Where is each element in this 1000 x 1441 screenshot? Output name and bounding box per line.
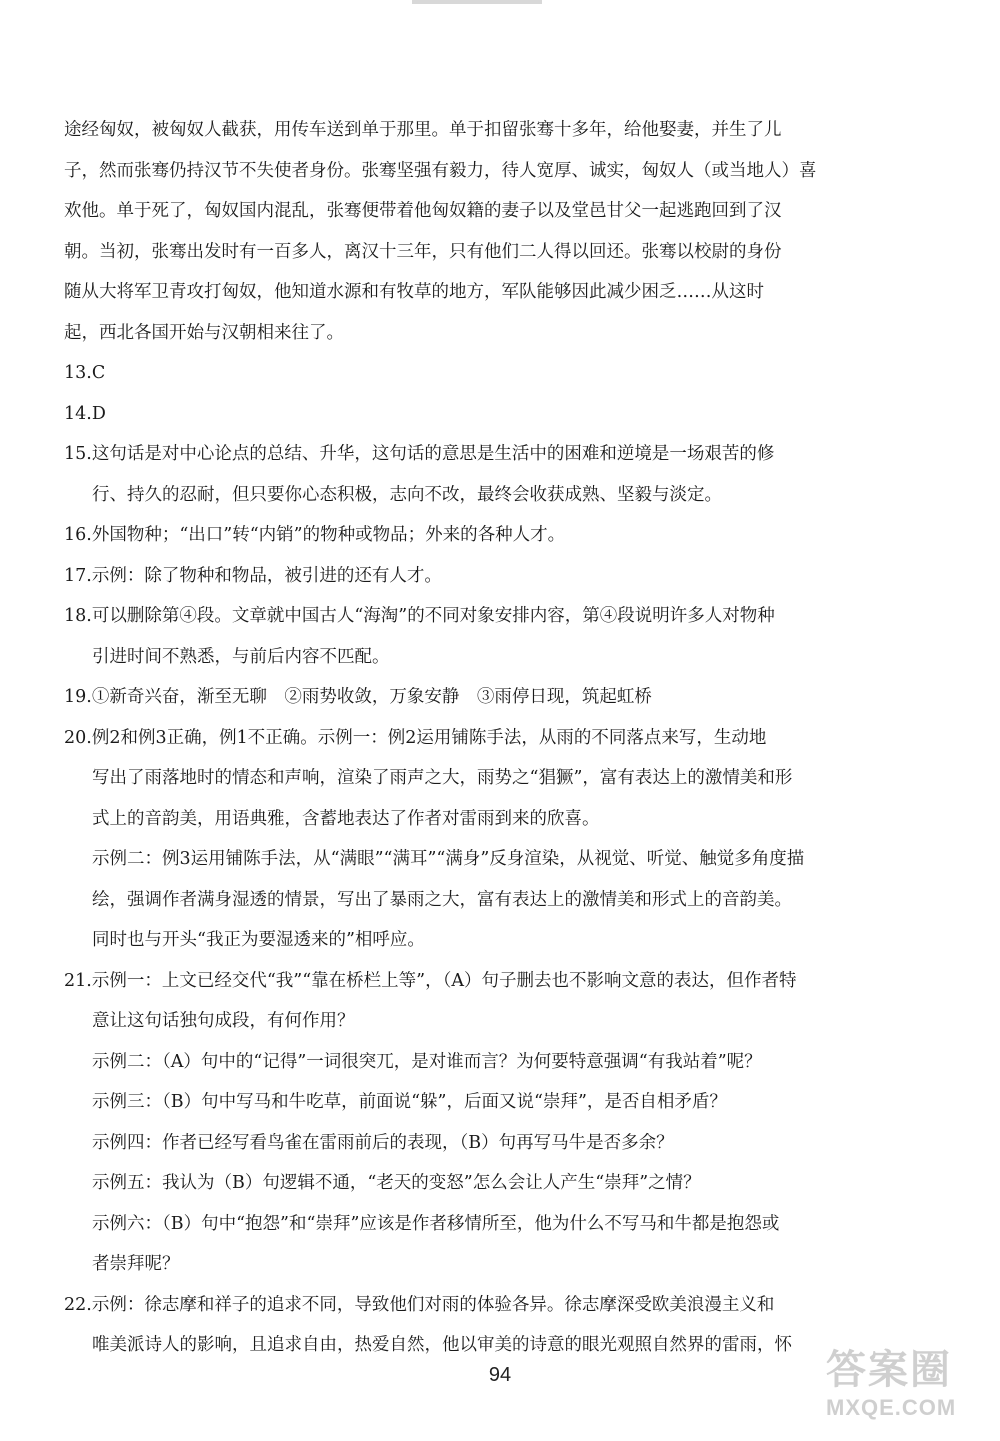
answer-paragraph [64,110,944,353]
answer-paragraph [64,1123,944,1164]
text-line: 子，然而张骞仍持汉节不失使者身份。张骞坚强有毅力，待人宽厚、诚实，匈奴人（或当地人）喜 [64,160,817,181]
text-line: 22.示例：徐志摩和祥子的追求不同，导致他们对雨的体验各异。徐志摩深受欧美浪漫主义和 [64,1294,775,1315]
answer-paragraph [64,556,944,597]
answer-paragraph [64,394,944,435]
text-line: 绘，强调作者满身湿透的情景，写出了暴雨之大，富有表达上的激情美和形式上的音韵美。 [92,889,792,910]
text-line: 17.示例：除了物种和物品，被引进的还有人才。 [64,565,442,586]
text-line: 引进时间不熟悉，与前后内容不匹配。 [92,646,390,667]
text-line: 意让这句话独句成段，有何作用？ [92,1011,355,1031]
text-line: 随从大将军卫青攻打匈奴，他知道水源和有牧草的地方，军队能够因此减少困乏……从这时 [64,282,764,302]
answer-paragraph [64,961,944,1042]
text-line: 式上的音韵美，用语典雅，含蓄地表达了作者对雷雨到来的欣喜。 [92,808,600,829]
answer-paragraph [64,353,944,394]
text-line: 欢他。单于死了，匈奴国内混乱，张骞便带着他匈奴籍的妻子以及堂邑甘父一起逃跑回到了汉 [64,201,782,221]
text-line: 行、持久的忍耐，但只要你心态积极，志向不改，最终会收获成熟、坚毅与淡定。 [92,484,722,505]
answer-paragraph [64,1163,944,1204]
watermark-url: MXQE.COM [826,1395,957,1420]
text-line: 21.示例一：上文已经交代“我”“靠在桥栏上等”，（A）句子删去也不影响文意的表达，但作者特 [64,970,797,991]
page-number: 94 [488,1364,512,1386]
answer-paragraph [64,1082,944,1123]
text-line: 同时也与开头“我正为要湿透来的”相呼应。 [92,930,425,950]
text-line: 示例四：作者已经写看鸟雀在雷雨前后的表现，（B）句再写马牛是否多余？ [92,1132,674,1153]
answer-paragraph [64,839,944,961]
answer-paragraph [64,718,944,840]
text-line: 示例二：（A）句中的“记得”一词很突兀，是对谁而言？为何要特意强调“有我站着”呢？ [92,1051,762,1072]
answer-paragraph [64,1285,944,1366]
text-line: 示例二：例3运用铺陈手法，从“满眼”“满耳”“满身”反身渲染，从视觉、听觉、触觉多角度描 [92,849,805,869]
answer-paragraph [64,1204,944,1285]
text-line: 者崇拜呢？ [92,1254,180,1274]
text-line: 起，西北各国开始与汉朝相来往了。 [64,322,344,343]
text-line: 示例六：（B）句中“抱怨”和“崇拜”应该是作者移情所至，他为什么不写马和牛都是抱怨或 [92,1213,780,1234]
text-line: 15.这句话是对中心论点的总结、升华，这句话的意思是生活中的困难和逆境是一场艰苦的修 [64,444,775,464]
text-line: 18.可以删除第④段。文章就中国古人“海淘”的不同对象安排内容，第④段说明许多人对物种 [64,606,775,626]
answer-paragraph [64,596,944,677]
watermark-chars: 答案圈 [826,1347,952,1393]
text-line: 16.外国物种；“出口”转“内销”的物种或物品；外来的各种人才。 [64,525,566,545]
answer-paragraph [64,515,944,556]
text-line: 唯美派诗人的影响，且追求自由，热爱自然，他以审美的诗意的眼光观照自然界的雷雨，怀 [92,1335,792,1355]
text-line: 13.C [64,363,106,383]
text-line: 朝。当初，张骞出发时有一百多人，离汉十三年，只有他们二人得以回还。张骞以校尉的身份 [64,241,782,262]
watermark-logo [826,1345,986,1435]
answer-text-body [64,110,944,1366]
text-line: 示例五：我认为（B）句逻辑不通，“老天的变怒”怎么会让人产生“崇拜”之情？ [92,1173,701,1193]
answer-paragraph [64,1042,944,1083]
text-line: 14.D [64,403,106,424]
answer-paragraph [64,434,944,515]
scan-edge-mark [412,0,542,4]
text-line: 19.①新奇兴奋，渐至无聊 ②雨势收敛，万象安静 ③雨停日现，筑起虹桥 [64,687,652,707]
answer-paragraph [64,677,944,718]
text-line: 示例三：（B）句中写马和牛吃草，前面说“躲”，后面又说“崇拜”，是否自相矛盾？ [92,1092,727,1112]
text-line: 途经匈奴，被匈奴人截获，用传车送到单于那里。单于扣留张骞十多年，给他娶妻，并生了儿 [64,120,782,140]
text-line: 写出了雨落地时的情态和声响，渲染了雨声之大，雨势之“猖獗”，富有表达上的激情美和形 [92,768,793,788]
text-line: 20.例2和例3正确，例1不正确。示例一：例2运用铺陈手法，从雨的不同落点来写，生动地 [64,727,767,748]
